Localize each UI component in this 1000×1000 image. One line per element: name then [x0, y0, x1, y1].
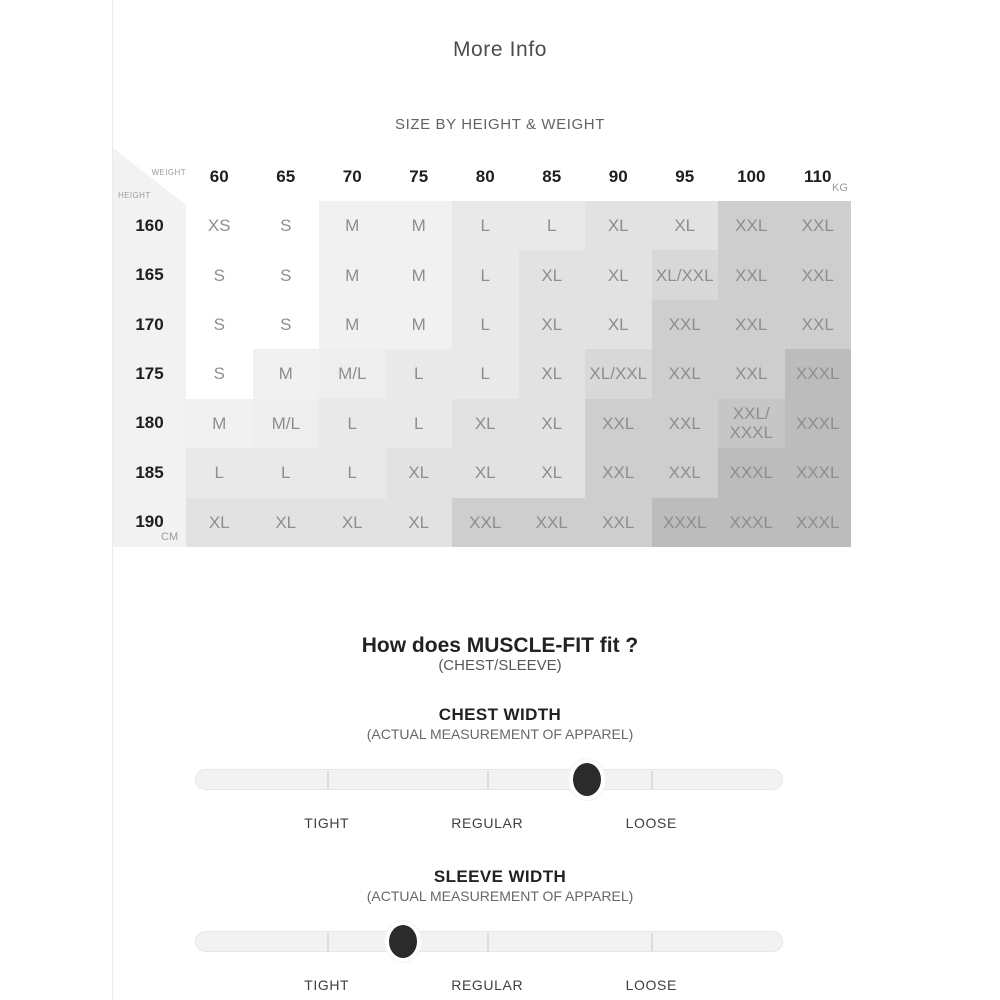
size-cell: XXL	[785, 300, 852, 349]
sleeve-slider-handle[interactable]	[389, 925, 417, 958]
size-cell: M	[319, 201, 386, 250]
scale-label-regular: REGULAR	[451, 815, 524, 831]
size-cell: S	[253, 300, 320, 349]
size-cell: XXL	[585, 399, 652, 448]
weight-header-cell: 90	[608, 167, 628, 186]
size-cell: XXL	[785, 201, 852, 250]
size-cell: XXXL	[785, 349, 852, 398]
size-cell: XXXL	[785, 399, 852, 448]
scale-label-loose: LOOSE	[625, 977, 677, 993]
size-cell: XL	[386, 498, 453, 547]
size-cell: L	[519, 201, 586, 250]
size-cell: XL	[253, 498, 320, 547]
size-cell: M/​L	[253, 399, 320, 448]
size-cell: XXL/​XXXL	[718, 399, 785, 448]
size-cell: XL/​XXL	[652, 250, 719, 299]
sleeve-width-slider[interactable]	[195, 931, 783, 1000]
size-cell: M	[186, 399, 253, 448]
size-cell: XXXL	[652, 498, 719, 547]
weight-header-cell: 60	[209, 167, 229, 186]
height-header-cell: 175	[135, 363, 164, 383]
size-cell: XL	[386, 448, 453, 497]
scale-label-loose: LOOSE	[625, 815, 677, 831]
size-cell: XL	[519, 250, 586, 299]
slider-tick	[651, 771, 653, 789]
size-cell: XL	[452, 399, 519, 448]
slider-tick	[487, 771, 489, 789]
fit-section-title: How does MUSCLE-FIT fit ?	[361, 634, 639, 657]
size-cell: M	[253, 349, 320, 398]
size-table-heading: SIZE BY HEIGHT & WEIGHT	[395, 116, 605, 133]
weight-axis-label: WEIGHT	[151, 168, 186, 177]
size-cell: XXL	[652, 399, 719, 448]
weight-header-row	[186, 160, 851, 194]
size-cell: XXXL	[785, 498, 852, 547]
height-header-cell: 160	[135, 215, 164, 235]
size-cell: XXL	[585, 448, 652, 497]
size-cell: XXXL	[718, 448, 785, 497]
size-cell: XL	[585, 300, 652, 349]
scale-label-tight: TIGHT	[304, 977, 350, 993]
size-cell: M	[319, 300, 386, 349]
size-cell: XXL	[585, 498, 652, 547]
size-cell: S	[186, 349, 253, 398]
chest-width-label: CHEST WIDTH	[438, 705, 562, 724]
size-cell: L	[452, 349, 519, 398]
weight-header-cell: 75	[409, 167, 429, 186]
size-cell: XL	[452, 448, 519, 497]
slider-tick	[487, 933, 489, 951]
size-cell: XXL	[718, 250, 785, 299]
sleeve-width-label: SLEEVE WIDTH	[433, 867, 567, 886]
size-cell: XXL	[785, 250, 852, 299]
size-cell: L	[319, 448, 386, 497]
size-cell: XL/​XXL	[585, 349, 652, 398]
size-cell: XS	[186, 201, 253, 250]
size-cell: XXL	[452, 498, 519, 547]
height-header-column	[113, 201, 186, 547]
weight-header-cell: 110	[804, 167, 832, 186]
scale-label-tight: TIGHT	[304, 815, 350, 831]
size-cell: L	[186, 448, 253, 497]
size-cell: L	[452, 250, 519, 299]
height-header-cell: 165	[135, 265, 164, 285]
weight-header-cell: 100	[737, 167, 766, 186]
size-cell: XL	[585, 250, 652, 299]
size-cell: M	[386, 201, 453, 250]
size-cell: XL	[319, 498, 386, 547]
size-cell: XL	[519, 349, 586, 398]
size-cell: XXL	[718, 300, 785, 349]
size-cell: M	[319, 250, 386, 299]
height-header-cell: 190	[135, 512, 164, 532]
size-cell: L	[253, 448, 320, 497]
chest-width-note: (ACTUAL MEASUREMENT OF APPAREL)	[366, 726, 634, 742]
size-cell: S	[253, 201, 320, 250]
slider-tick	[327, 771, 329, 789]
size-cell: S	[253, 250, 320, 299]
weight-header-cell: 95	[675, 167, 695, 186]
chest-width-slider[interactable]	[195, 769, 783, 839]
size-cell: XL	[519, 399, 586, 448]
size-cell: XXL	[519, 498, 586, 547]
size-cell: L	[452, 300, 519, 349]
height-header-cell: 185	[135, 462, 164, 482]
size-cell: XL	[519, 448, 586, 497]
scale-label-regular: REGULAR	[451, 977, 524, 993]
size-cell: XXL	[718, 201, 785, 250]
size-cell: S	[186, 300, 253, 349]
fit-section-subtitle: (CHEST/SLEEVE)	[438, 657, 562, 674]
height-unit-label: CM	[161, 531, 179, 543]
size-cell: XXL	[652, 349, 719, 398]
size-table-cells	[186, 201, 851, 547]
size-cell: XL	[652, 201, 719, 250]
size-cell: XXL	[652, 448, 719, 497]
size-cell: L	[386, 399, 453, 448]
height-header-cell: 180	[135, 413, 164, 433]
size-cell: L	[319, 399, 386, 448]
size-cell: S	[186, 250, 253, 299]
size-cell: XXXL	[718, 498, 785, 547]
size-cell: XL	[186, 498, 253, 547]
size-cell: XXL	[652, 300, 719, 349]
size-cell: L	[452, 201, 519, 250]
size-cell: XL	[585, 201, 652, 250]
size-cell: L	[386, 349, 453, 398]
weight-header-cell: 85	[542, 167, 562, 186]
height-header-cell: 170	[135, 314, 164, 334]
weight-header-cell: 65	[276, 167, 296, 186]
size-cell: XL	[519, 300, 586, 349]
chest-slider-handle[interactable]	[573, 763, 601, 796]
weight-unit-label: KG	[832, 182, 848, 194]
slider-tick	[327, 933, 329, 951]
sleeve-width-note: (ACTUAL MEASUREMENT OF APPAREL)	[366, 888, 634, 904]
size-cell: M/​L	[319, 349, 386, 398]
weight-header-cell: 70	[342, 167, 362, 186]
size-cell: XXL	[718, 349, 785, 398]
size-cell: XXXL	[785, 448, 852, 497]
slider-tick	[651, 933, 653, 951]
height-axis-label: HEIGHT	[118, 191, 151, 200]
size-cell: M	[386, 300, 453, 349]
page-title: More Info	[452, 38, 548, 61]
weight-header-cell: 80	[475, 167, 495, 186]
size-cell: M	[386, 250, 453, 299]
